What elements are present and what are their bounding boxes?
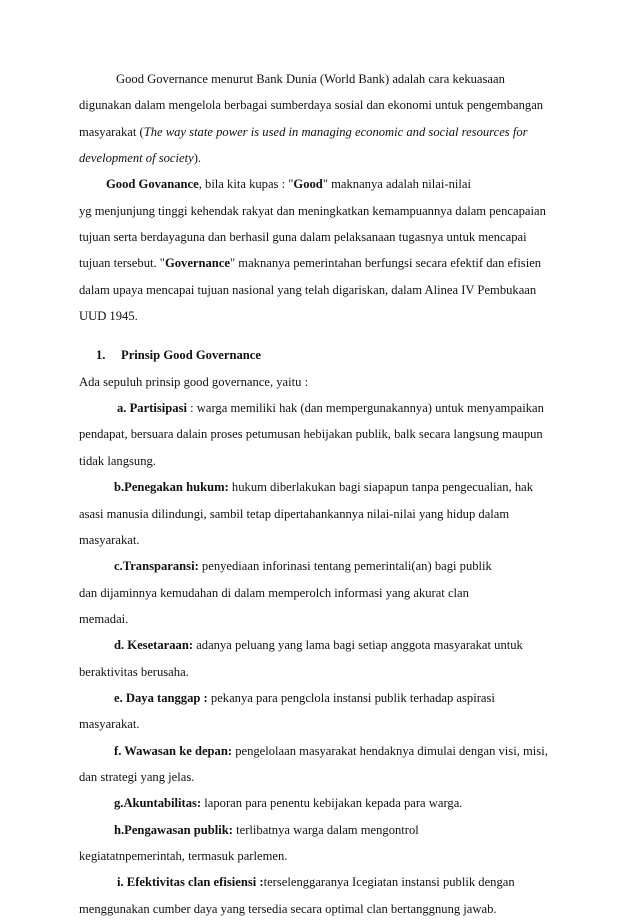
text-line [79, 764, 564, 790]
text-line [79, 659, 564, 685]
text-span: penyediaan inforinasi tentang pemerintali(an) bagi publik [198, 559, 492, 574]
text-span: tujuan tersebut. " [79, 256, 165, 271]
text-span: yg menjunjung tinggi kehendak rakyat dan meningkatkan kemampuannya dalam pencapaian [79, 203, 546, 218]
principle-label: f. Wawasan ke depan: [114, 743, 233, 758]
text-span: laporan para penentu kebijakan kepada para warga. [201, 796, 463, 811]
term-bold: Good [293, 177, 323, 192]
text-span: : warga memiliki hak (dan mempergunakannya) untuk menyampaikan [186, 401, 544, 416]
spacer [79, 329, 564, 342]
principle-label: b.Penegakan hukum: [114, 480, 229, 495]
text-line [79, 606, 564, 632]
principle-b [79, 474, 564, 500]
text-span: masyarakat. [79, 717, 140, 732]
principle-h [79, 817, 564, 843]
text-line [79, 92, 564, 118]
text-line [79, 711, 564, 737]
principle-a [79, 395, 564, 421]
definition-paragraph [79, 171, 564, 329]
text-line [79, 224, 564, 250]
principle-label: g.Akuntabilitas: [114, 796, 202, 811]
term-bold: Good Govanance [106, 177, 199, 192]
text-line [79, 843, 564, 869]
document-body [79, 66, 564, 922]
text-line [79, 501, 564, 527]
principles-section [79, 342, 564, 922]
text-span: terselenggaranya Icegiatan instansi publik dengan [263, 875, 515, 890]
principle-label: d. Kesetaraan: [114, 638, 194, 653]
text-line [79, 171, 564, 197]
text-span: pendapat, bersuara dalain proses petumusan hebijakan publik, balk secara langsung maupun [79, 427, 543, 442]
intro-paragraph [79, 66, 564, 171]
text-span: masyarakat. [79, 532, 140, 547]
text-line [79, 277, 564, 303]
text-line [79, 448, 564, 474]
text-line [79, 896, 564, 922]
principle-g [79, 790, 564, 816]
section-lead [79, 369, 564, 395]
principle-label: a. Partisipasi [117, 401, 187, 416]
text-span: asasi manusia dilindungi, sambil tetap dipertahankannya nilai-nilai yang hidup dalam [79, 506, 510, 521]
text-span: kegiatatnpemerintah, termasuk parlemen. [79, 848, 288, 863]
text-span: beraktivitas berusaha. [79, 664, 189, 679]
text-span: tidak langsung. [79, 453, 156, 468]
text-line [79, 250, 564, 276]
text-line [79, 66, 564, 92]
text-span: tujuan serta berdayaguna dan berhasil guna dalam pelaksanaan tugasnya untuk mencapai [79, 230, 527, 245]
text-line [79, 580, 564, 606]
text-span: terlibatnya warga dalam mengontrol [232, 822, 419, 837]
english-quote: development of society [79, 151, 194, 166]
text-span: masyarakat ( [79, 124, 144, 139]
text-span: , bila kita kupas : " [198, 177, 294, 192]
text-span: dalam upaya mencapai tujuan nasional yang telah digariskan, dalam Alinea IV Pembukaan [79, 282, 537, 297]
text-span: " maknanya adalah nilai-nilai [322, 177, 471, 192]
text-span: adanya peluang yang lama bagi setiap anggota masyarakat untuk [193, 638, 523, 653]
principle-i [79, 869, 564, 895]
text-span: dan strategi yang jelas. [79, 769, 195, 784]
text-span: pengelolaan masyarakat hendaknya dimulai dengan visi, misi, [232, 743, 548, 758]
section-title: Prinsip Good Governance [121, 348, 261, 363]
text-line [79, 303, 564, 329]
text-span: menggunakan cumber daya yang tersedia secara optimal clan bertanggnung jawab. [79, 901, 497, 916]
text-span: ). [193, 151, 202, 166]
text-span: Good Governance menurut Bank Dunia (World Bank) adalah cara kekuasaan [116, 72, 505, 86]
principle-label: e. Daya tanggap : [114, 690, 208, 705]
text-span: dan dijaminnya kemudahan di dalam memperolch informasi yang akurat clan [79, 585, 469, 600]
text-span: hukum diberlakukan bagi siapapun tanpa pengecualian, hak [228, 480, 534, 495]
section-number: 1. [96, 348, 106, 363]
text-line [79, 145, 564, 171]
text-line [79, 119, 564, 145]
term-bold: Governance [164, 256, 230, 271]
text-line [79, 421, 564, 447]
text-span: digunakan dalam mengelola berbagai sumberdaya sosial dan ekonomi untuk pengembangan [79, 98, 544, 113]
principle-label: c.Transparansi: [114, 559, 199, 574]
text-line [79, 198, 564, 224]
text-span: pekanya para pengclola instansi publik terhadap aspirasi [207, 690, 495, 705]
english-quote: The way state power is used in managing economic and social resources for [143, 124, 528, 139]
principle-d [79, 632, 564, 658]
text-line [79, 527, 564, 553]
principle-e [79, 685, 564, 711]
principle-c [79, 553, 564, 579]
text-span: " maknanya pemerintahan berfungsi secara efektif dan efisien [230, 256, 542, 271]
text-span: Ada sepuluh prinsip good governance, yaitu : [79, 374, 309, 389]
principle-label: h.Pengawasan publik: [114, 822, 233, 837]
text-span: UUD 1945. [79, 309, 138, 324]
section-heading [79, 342, 564, 368]
text-span: memadai. [79, 611, 129, 626]
principle-label: i. Efektivitas clan efisiensi : [117, 875, 264, 890]
principle-f [79, 738, 564, 764]
